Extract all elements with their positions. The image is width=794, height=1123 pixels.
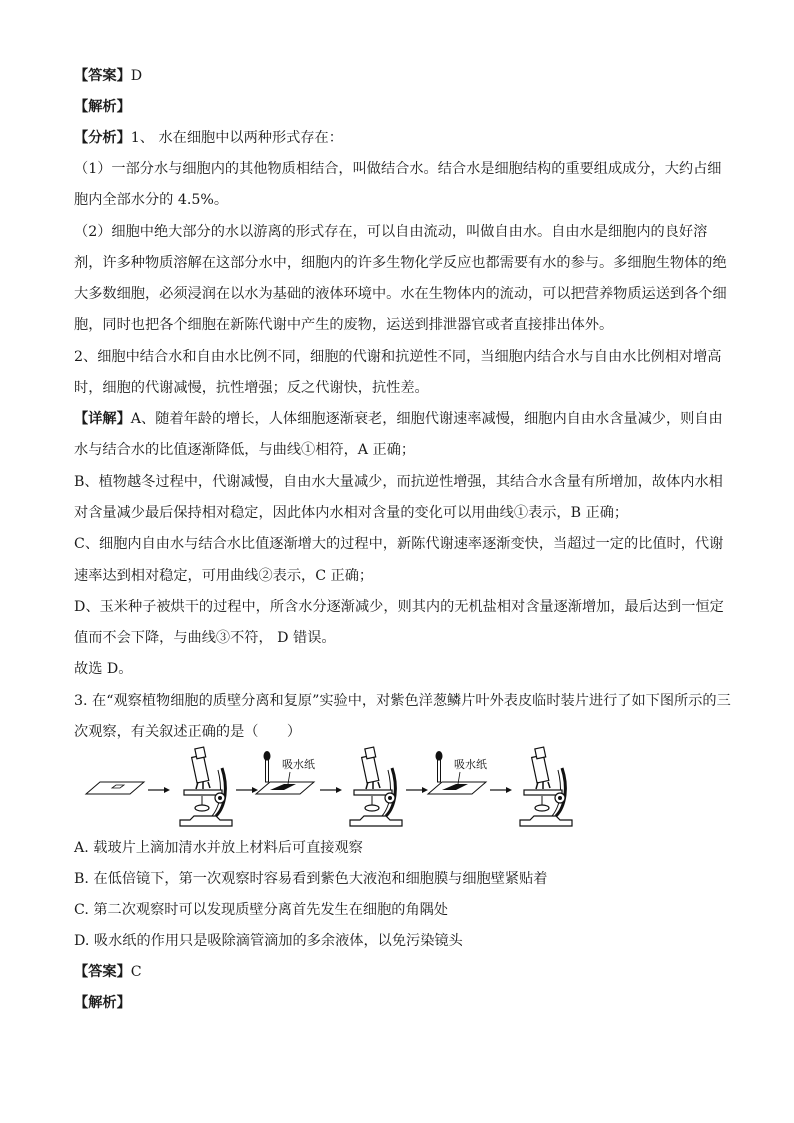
paragraph-line: 2、细胞中结合水和自由水比例不同，细胞的代谢和抗逆性不同，当细胞内结合水与自由水比例相对增高 <box>74 349 722 365</box>
paragraph-line: 水与结合水的比值逐渐降低，与曲线①相符，A 正确； <box>74 442 416 458</box>
paragraph-line: 大多数细胞，必须浸润在以水为基础的液体环境中。水在生物体内的流动，可以把营养物质运送到各个细 <box>74 286 727 302</box>
slide-3 <box>428 751 487 794</box>
option-d: D. 吸水纸的作用只是吸除滴管滴加的多余液体，以免污染镜头 <box>74 933 463 949</box>
arrow-icon <box>490 787 512 793</box>
detail-line <box>74 409 724 429</box>
answer-tag: 【答案】 <box>74 68 131 84</box>
analysis-heading: 【解析】 <box>74 995 131 1011</box>
paragraph-line: 速率达到相对稳定，可用曲线②表示，C 正确； <box>74 568 374 584</box>
microscope-icon <box>350 747 402 826</box>
paragraph-line: 胞内全部水分的 4.5%。 <box>74 192 229 208</box>
microscope-icon <box>520 747 572 826</box>
paragraph-line: 值而不会下降，与曲线③不符， D 错误。 <box>74 630 336 646</box>
analysis-tag: 【分析】 <box>74 130 131 146</box>
paragraph-line: 故选 D。 <box>74 661 133 677</box>
paragraph-line: D、玉米种子被烘干的过程中，所含水分逐渐减少，则其内的无机盐相对含量逐渐增加，最后达到一恒定 <box>74 599 724 615</box>
paragraph-line: C、细胞内自由水与结合水比值逐渐增大的过程中，新陈代谢速率逐渐变快，当超过一定的比值时，代谢 <box>74 536 724 552</box>
detail-text: A、随着年龄的增长，人体细胞逐渐衰老，细胞代谢速率减慢，细胞内自由水含量减少，则自由 <box>130 411 723 427</box>
arrow-icon <box>148 787 170 793</box>
paragraph-line: 剂，许多种物质溶解在这部分水中，细胞内的许多生物化学反应也都需要有水的参与。多细胞生物体的绝 <box>74 255 727 271</box>
answer-value: D <box>130 68 143 84</box>
paragraph-line: 时，细胞的代谢减慢，抗性增强；反之代谢快，抗性差。 <box>74 380 429 396</box>
slide-2 <box>256 751 315 794</box>
paragraph-line: 胞，同时也把各个细胞在新陈代谢中产生的废物，运送到排泄器官或者直接排出体外。 <box>74 317 614 333</box>
detail-tag: 【详解】 <box>74 411 131 427</box>
answer-value: C <box>130 964 142 980</box>
answer-line <box>74 962 724 982</box>
option-c: C. 第二次观察时可以发现质壁分离首先发生在细胞的角隅处 <box>74 902 449 918</box>
question-line: 次观察，有关叙述正确的是（ ） <box>74 724 302 740</box>
arrow-icon <box>236 787 258 793</box>
paper-label: 吸水纸 <box>454 758 487 771</box>
microscope-icon <box>180 747 232 826</box>
paragraph-line: （1）一部分水与细胞内的其他物质相结合，叫做结合水。结合水是细胞结构的重要组成成分，大约占细 <box>74 161 722 177</box>
experiment-figure <box>84 746 724 830</box>
analysis-heading: 【解析】 <box>74 99 131 115</box>
arrow-icon <box>406 787 428 793</box>
paragraph-line: （2）细胞中绝大部分的水以游离的形式存在，可以自由流动，叫做自由水。自由水是细胞内的良好溶 <box>74 224 708 240</box>
arrow-icon <box>320 787 342 793</box>
option-a: A. 载玻片上滴加清水并放上材料后可直接观察 <box>74 840 363 856</box>
paper-label: 吸水纸 <box>282 758 315 771</box>
analysis-intro-text: 1、 水在细胞中以两种形式存在： <box>130 130 343 146</box>
paragraph-line: 对含量减少最后保持相对稳定，因此体内水相对含量的变化可以用曲线①表示，B 正确； <box>74 505 629 521</box>
paragraph-line: B、植物越冬过程中，代谢减慢，自由水大量减少，而抗逆性增强，其结合水含量有所增加，故体内水相 <box>74 474 723 490</box>
answer-tag: 【答案】 <box>74 964 131 980</box>
answer-line <box>74 66 724 86</box>
slide-1 <box>86 782 144 794</box>
question-line: 3. 在“观察植物细胞的质壁分离和复原”实验中，对紫色洋葱鳞片叶外表皮临时装片进行了如下图所示的三 <box>74 693 731 709</box>
option-b: B. 在低倍镜下，第一次观察时容易看到紫色大液泡和细胞膜与细胞壁紧贴着 <box>74 871 548 887</box>
analysis-intro <box>74 128 724 148</box>
